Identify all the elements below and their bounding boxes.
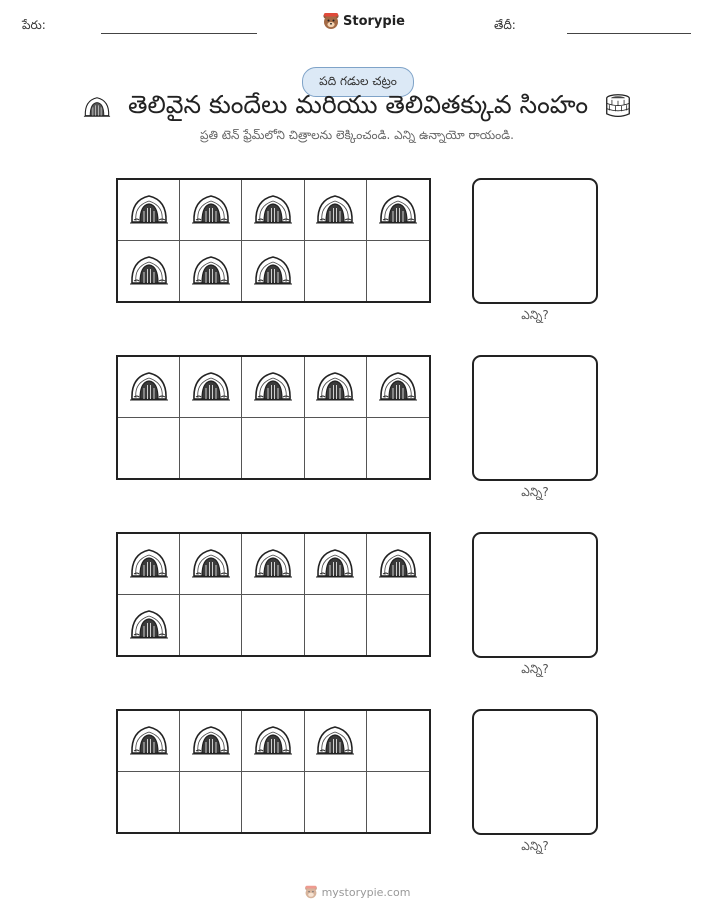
frame-cell — [305, 711, 367, 772]
frame-cell — [118, 180, 180, 241]
frame-cell — [118, 595, 180, 656]
footer-url: mystorypie.com — [321, 885, 411, 899]
answer-box[interactable] — [472, 532, 598, 658]
frame-cell — [242, 180, 304, 241]
frame-cell — [180, 180, 242, 241]
cave-icon — [253, 546, 293, 582]
date-line[interactable] — [567, 33, 691, 34]
frame-cell — [180, 534, 242, 595]
cave-icon — [315, 546, 355, 582]
cave-icon — [315, 192, 355, 228]
brand-name: Storypie — [343, 13, 405, 29]
cave-icon — [129, 607, 169, 643]
frame-cell — [180, 357, 242, 418]
worksheet-type-badge: పది గడుల చట్రం — [302, 67, 414, 97]
frame-cell — [180, 241, 242, 302]
frame-cell — [180, 595, 242, 656]
frame-cell — [118, 241, 180, 302]
how-many-label: ఎన్ని? — [521, 485, 549, 499]
cave-icon — [253, 369, 293, 405]
frame-cell — [242, 772, 304, 833]
frame-cell — [242, 418, 304, 479]
cave-icon — [315, 369, 355, 405]
frame-cell — [367, 772, 429, 833]
answer-box[interactable] — [472, 709, 598, 835]
frame-cell — [305, 180, 367, 241]
frame-cell — [367, 180, 429, 241]
how-many-label: ఎన్ని? — [521, 662, 549, 676]
frame-cell — [242, 595, 304, 656]
ten-frame — [116, 532, 431, 657]
frame-cell — [367, 357, 429, 418]
footer — [0, 885, 714, 899]
cave-icon — [191, 723, 231, 759]
cave-icon — [253, 192, 293, 228]
frame-cell — [180, 772, 242, 833]
frame-cell — [118, 534, 180, 595]
cave-icon — [82, 95, 112, 121]
ten-frame — [116, 709, 431, 834]
cave-icon — [129, 546, 169, 582]
instructions: ప్రతి టెన్ ఫ్రేమ్‌లోని చిత్రాలను లెక్కించండి. ఎన్ని ఉన్నాయో రాయండి. — [200, 128, 514, 142]
frame-cell — [118, 418, 180, 479]
frame-cell — [118, 711, 180, 772]
frame-cell — [242, 534, 304, 595]
ten-frame — [116, 355, 431, 480]
brand-logo — [322, 12, 405, 30]
title-row — [0, 88, 714, 128]
how-many-label: ఎన్ని? — [521, 839, 549, 853]
frame-cell — [367, 595, 429, 656]
cave-icon — [253, 253, 293, 289]
frame-cell — [305, 772, 367, 833]
cave-icon — [129, 192, 169, 228]
cave-icon — [378, 192, 418, 228]
cave-icon — [378, 546, 418, 582]
bear-mascot-icon — [322, 12, 340, 30]
frame-cell — [305, 534, 367, 595]
frame-cell — [367, 534, 429, 595]
frame-cell — [305, 357, 367, 418]
frame-cell — [305, 241, 367, 302]
ten-frame — [116, 178, 431, 303]
frame-cell — [242, 357, 304, 418]
frame-cell — [242, 241, 304, 302]
how-many-label: ఎన్ని? — [521, 308, 549, 322]
cave-icon — [129, 253, 169, 289]
bear-mascot-icon — [304, 885, 318, 899]
cave-icon — [191, 546, 231, 582]
frame-cell — [367, 418, 429, 479]
cave-icon — [129, 369, 169, 405]
cave-icon — [253, 723, 293, 759]
frame-cell — [242, 711, 304, 772]
frame-cell — [305, 595, 367, 656]
cave-icon — [129, 723, 169, 759]
name-line[interactable] — [101, 33, 257, 34]
page-title: తెలివైన కుందేలు మరియు తెలివితక్కువ సింహం — [128, 90, 588, 119]
cave-icon — [191, 192, 231, 228]
well-icon — [604, 93, 632, 123]
cave-icon — [191, 369, 231, 405]
frame-cell — [305, 418, 367, 479]
answer-box[interactable] — [472, 178, 598, 304]
frame-cell — [367, 241, 429, 302]
answer-box[interactable] — [472, 355, 598, 481]
frame-cell — [367, 711, 429, 772]
name-label: పేరు: — [22, 18, 46, 32]
frame-cell — [118, 772, 180, 833]
frame-cell — [180, 418, 242, 479]
date-label: తేదీ: — [494, 18, 516, 32]
cave-icon — [378, 369, 418, 405]
frame-cell — [118, 357, 180, 418]
cave-icon — [315, 723, 355, 759]
frame-cell — [180, 711, 242, 772]
cave-icon — [191, 253, 231, 289]
